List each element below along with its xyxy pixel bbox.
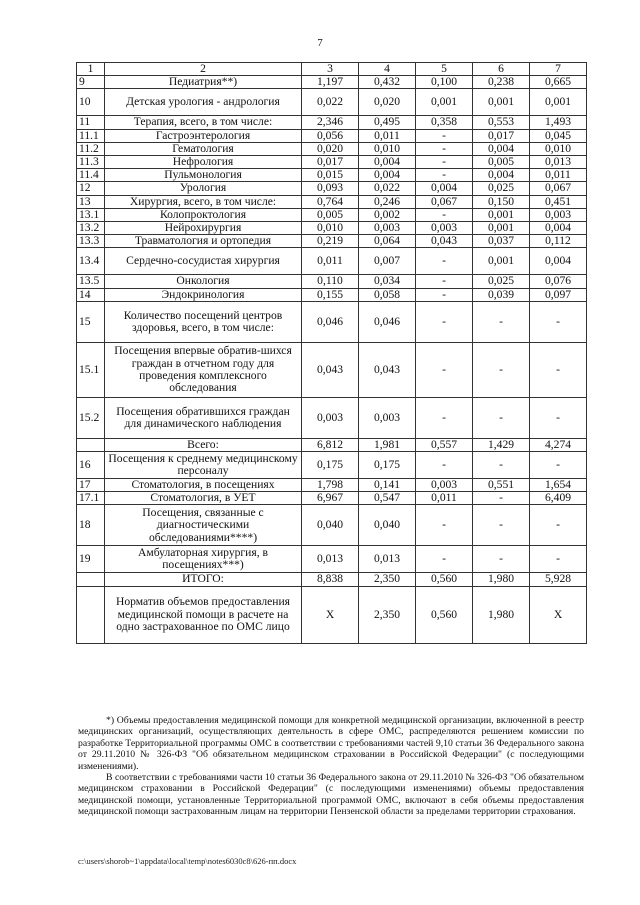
header-cell: 5 [416,63,473,76]
value-cell: 0,058 [359,288,416,301]
table-row [77,195,587,208]
value-cell: 0,025 [473,182,530,195]
table-row [77,288,587,301]
value-cell: - [416,397,473,438]
row-number-cell [77,438,105,451]
row-number-cell: 14 [77,288,105,301]
value-cell: - [416,156,473,169]
row-name-cell: Количество посещений центров здоровья, всего, в том числе: [105,301,302,342]
table-row [77,248,587,275]
footnote-1: *) Объемы предоставления медицинской помощи для конкретной медицинской организации, включенной в реестр медицинских организаций, осуществляющих деятельность в сфере ОМС, распределяются решением комиссии по разработке Территориальной программы ОМС в соответствии с требованиями частей 9,10 статьи 36 Федерального закона от 29.11.2010 № 326-ФЗ "Об обязательном медицинском страховании в Российской Федерации" (с последующими изменениями). [78,715,584,772]
table-row [77,222,587,235]
footnotes [78,715,584,818]
value-cell: 0,011 [416,492,473,505]
value-cell: 1,980 [473,573,530,586]
table-row [77,397,587,438]
value-cell: - [416,129,473,142]
value-cell: 0,246 [359,195,416,208]
value-cell: - [416,342,473,397]
value-cell: 0,037 [473,235,530,248]
value-cell: 2,350 [359,586,416,643]
value-cell: 0,001 [416,89,473,116]
value-cell: 2,350 [359,573,416,586]
table-row [77,142,587,155]
value-cell: 0,001 [473,248,530,275]
row-name-cell: Пульмонология [105,169,302,182]
value-cell: 0,011 [359,129,416,142]
row-name-cell: Норматив объемов предоставления медицинской помощи в расчете на одно застрахованное по ОМС лицо [105,586,302,643]
value-cell: 0,547 [359,492,416,505]
row-name-cell: Всего: [105,438,302,451]
value-cell: 0,043 [302,342,359,397]
value-cell: 0,076 [530,275,587,288]
row-number-cell: 10 [77,89,105,116]
value-cell: 2,346 [302,116,359,129]
value-cell: 6,967 [302,492,359,505]
row-name-cell: Гастроэнтерология [105,129,302,142]
value-cell: - [530,301,587,342]
value-cell: 1,429 [473,438,530,451]
row-name-cell: Гематология [105,142,302,155]
value-cell: 0,017 [302,156,359,169]
row-number-cell: 19 [77,546,105,573]
row-name-cell: ИТОГО: [105,573,302,586]
value-cell: 0,067 [416,195,473,208]
row-name-cell: Посещения обратившихся граждан для динамического наблюдения [105,397,302,438]
value-cell: 0,003 [530,208,587,221]
table-row [77,76,587,89]
value-cell: 0,001 [473,208,530,221]
table-row [77,208,587,221]
table-row [77,89,587,116]
value-cell: 1,197 [302,76,359,89]
value-cell: 0,010 [302,222,359,235]
value-cell: 0,040 [359,505,416,546]
value-cell: 0,064 [359,235,416,248]
footnote-2: В соответствии с требованиями части 10 статьи 36 Федерального закона от 29.11.2010 № 326-ФЗ "Об обязательном медицинском страховании в Российской Федерации" (с последующими изменениями) объемы предоставления медицинской помощи, установленные Территориальной программой ОМС, включают в себя объемы предоставления медицинской помощи застрахованным лицам на территории Пензенской области за пределами территории страхования. [78,772,584,818]
page-number: 7 [317,37,323,49]
table-row [77,586,587,643]
value-cell: - [473,452,530,479]
table-row [77,235,587,248]
value-cell: 0,039 [473,288,530,301]
value-cell: 0,175 [359,452,416,479]
value-cell: 0,004 [473,142,530,155]
header-cell: 4 [359,63,416,76]
table-row [77,301,587,342]
header-cell: 7 [530,63,587,76]
row-name-cell: Эндокринология [105,288,302,301]
row-number-cell: 15.2 [77,397,105,438]
value-cell: - [530,546,587,573]
value-cell: 0,003 [359,397,416,438]
row-number-cell: 15.1 [77,342,105,397]
table-row [77,116,587,129]
row-name-cell: Детская урология - андрология [105,89,302,116]
value-cell: 0,046 [359,301,416,342]
value-cell: 0,003 [359,222,416,235]
value-cell: 0,004 [359,156,416,169]
value-cell: - [416,452,473,479]
table-row [77,342,587,397]
header-row [77,63,587,76]
value-cell: 6,812 [302,438,359,451]
value-cell: 0,219 [302,235,359,248]
value-cell: 1,981 [359,438,416,451]
row-number-cell: 11 [77,116,105,129]
header-cell: 2 [105,63,302,76]
value-cell: 0,005 [473,156,530,169]
value-cell: Х [302,586,359,643]
value-cell: 0,003 [416,479,473,492]
value-cell: 0,155 [302,288,359,301]
row-number-cell: 13.1 [77,208,105,221]
value-cell: - [416,208,473,221]
value-cell: 0,004 [530,248,587,275]
value-cell: 0,003 [416,222,473,235]
table-row [77,275,587,288]
row-number-cell: 16 [77,452,105,479]
value-cell: 0,560 [416,586,473,643]
value-cell: 0,020 [359,89,416,116]
row-name-cell: Стоматология, в УЕТ [105,492,302,505]
row-name-cell: Онкология [105,275,302,288]
row-name-cell: Сердечно-сосудистая хирургия [105,248,302,275]
table-row [77,573,587,586]
value-cell: 0,034 [359,275,416,288]
value-cell: 0,665 [530,76,587,89]
value-cell: - [416,169,473,182]
value-cell: 0,025 [473,275,530,288]
value-cell: - [416,288,473,301]
value-cell: Х [530,586,587,643]
row-number-cell: 15 [77,301,105,342]
row-name-cell: Урология [105,182,302,195]
table-row [77,438,587,451]
table-row [77,156,587,169]
value-cell: 8,838 [302,573,359,586]
value-cell: 0,004 [530,222,587,235]
value-cell: 0,358 [416,116,473,129]
value-cell: 0,001 [473,222,530,235]
row-number-cell: 13 [77,195,105,208]
table-row [77,479,587,492]
value-cell: 5,928 [530,573,587,586]
value-cell: 0,557 [416,438,473,451]
value-cell: - [530,452,587,479]
value-cell: 0,551 [473,479,530,492]
value-cell: 0,067 [530,182,587,195]
value-cell: 0,553 [473,116,530,129]
value-cell: - [416,546,473,573]
value-cell: 0,046 [302,301,359,342]
value-cell: 0,110 [302,275,359,288]
value-cell: - [416,301,473,342]
value-cell: 0,097 [530,288,587,301]
value-cell: 0,056 [302,129,359,142]
value-cell: 0,112 [530,235,587,248]
value-cell: 0,022 [359,182,416,195]
value-cell: - [473,397,530,438]
value-cell: - [530,342,587,397]
value-cell: 0,017 [473,129,530,142]
value-cell: 0,432 [359,76,416,89]
value-cell: 0,238 [473,76,530,89]
row-number-cell [77,586,105,643]
value-cell: 0,045 [530,129,587,142]
value-cell: - [416,275,473,288]
row-name-cell: Посещения к среднему медицинскому персоналу [105,452,302,479]
table-row [77,505,587,546]
value-cell: 6,409 [530,492,587,505]
value-cell: - [473,492,530,505]
value-cell: 0,002 [359,208,416,221]
value-cell: 0,004 [416,182,473,195]
row-number-cell: 17.1 [77,492,105,505]
row-number-cell: 13.2 [77,222,105,235]
value-cell: 0,011 [302,248,359,275]
table-row [77,129,587,142]
value-cell: 1,493 [530,116,587,129]
row-name-cell: Стоматология, в посещениях [105,479,302,492]
header-cell: 1 [77,63,105,76]
value-cell: 0,010 [359,142,416,155]
table-row [77,169,587,182]
value-cell: 0,003 [302,397,359,438]
value-cell: 0,007 [359,248,416,275]
table-row [77,546,587,573]
file-path-footer: c:\users\shorob~1\appdata\local\temp\notes6030c8\626-пп.docx [78,856,297,866]
row-name-cell: Посещения впервые обратив-шихся граждан в отчетном году для проведения комплексного обследования [105,342,302,397]
value-cell: 0,015 [302,169,359,182]
value-cell: 0,020 [302,142,359,155]
value-cell: 0,011 [530,169,587,182]
value-cell: 1,654 [530,479,587,492]
value-cell: - [473,546,530,573]
table-row [77,182,587,195]
row-number-cell: 11.1 [77,129,105,142]
value-cell: 1,798 [302,479,359,492]
value-cell: - [473,301,530,342]
value-cell: 0,005 [302,208,359,221]
row-name-cell: Хирургия, всего, в том числе: [105,195,302,208]
table-row [77,492,587,505]
value-cell: 0,013 [530,156,587,169]
value-cell: 0,100 [416,76,473,89]
row-number-cell: 18 [77,505,105,546]
row-name-cell: Нейрохирургия [105,222,302,235]
header-cell: 6 [473,63,530,76]
value-cell: 4,274 [530,438,587,451]
row-name-cell: Посещения, связанные с диагностическими обследованиями****) [105,505,302,546]
value-cell: 0,451 [530,195,587,208]
value-cell: - [530,397,587,438]
value-cell: - [416,142,473,155]
row-number-cell: 13.5 [77,275,105,288]
row-name-cell: Колопроктология [105,208,302,221]
value-cell: 0,013 [302,546,359,573]
value-cell: 0,043 [359,342,416,397]
value-cell: 0,764 [302,195,359,208]
value-cell: 0,001 [473,89,530,116]
row-number-cell: 17 [77,479,105,492]
value-cell: - [473,342,530,397]
row-number-cell: 12 [77,182,105,195]
value-cell: 0,004 [359,169,416,182]
row-number-cell: 9 [77,76,105,89]
row-number-cell: 13.3 [77,235,105,248]
value-cell: - [530,505,587,546]
row-number-cell: 11.2 [77,142,105,155]
value-cell: 0,495 [359,116,416,129]
value-cell: 0,040 [302,505,359,546]
value-cell: 0,141 [359,479,416,492]
value-cell: - [473,505,530,546]
value-cell: 0,022 [302,89,359,116]
value-cell: 0,560 [416,573,473,586]
value-cell: 0,175 [302,452,359,479]
value-cell: - [416,248,473,275]
value-cell: - [416,505,473,546]
table-row [77,452,587,479]
value-cell: 1,980 [473,586,530,643]
value-cell: 0,004 [473,169,530,182]
row-name-cell: Травматология и ортопедия [105,235,302,248]
row-number-cell: 11.4 [77,169,105,182]
value-cell: 0,093 [302,182,359,195]
row-number-cell: 13.4 [77,248,105,275]
row-name-cell: Педиатрия**) [105,76,302,89]
value-cell: 0,013 [359,546,416,573]
row-number-cell: 11.3 [77,156,105,169]
row-name-cell: Терапия, всего, в том числе: [105,116,302,129]
row-name-cell: Нефрология [105,156,302,169]
value-cell: 0,001 [530,89,587,116]
row-name-cell: Амбулаторная хирургия, в посещениях***) [105,546,302,573]
value-cell: 0,043 [416,235,473,248]
value-cell: 0,010 [530,142,587,155]
value-cell: 0,150 [473,195,530,208]
header-cell: 3 [302,63,359,76]
row-number-cell [77,573,105,586]
volumes-table [76,62,587,644]
